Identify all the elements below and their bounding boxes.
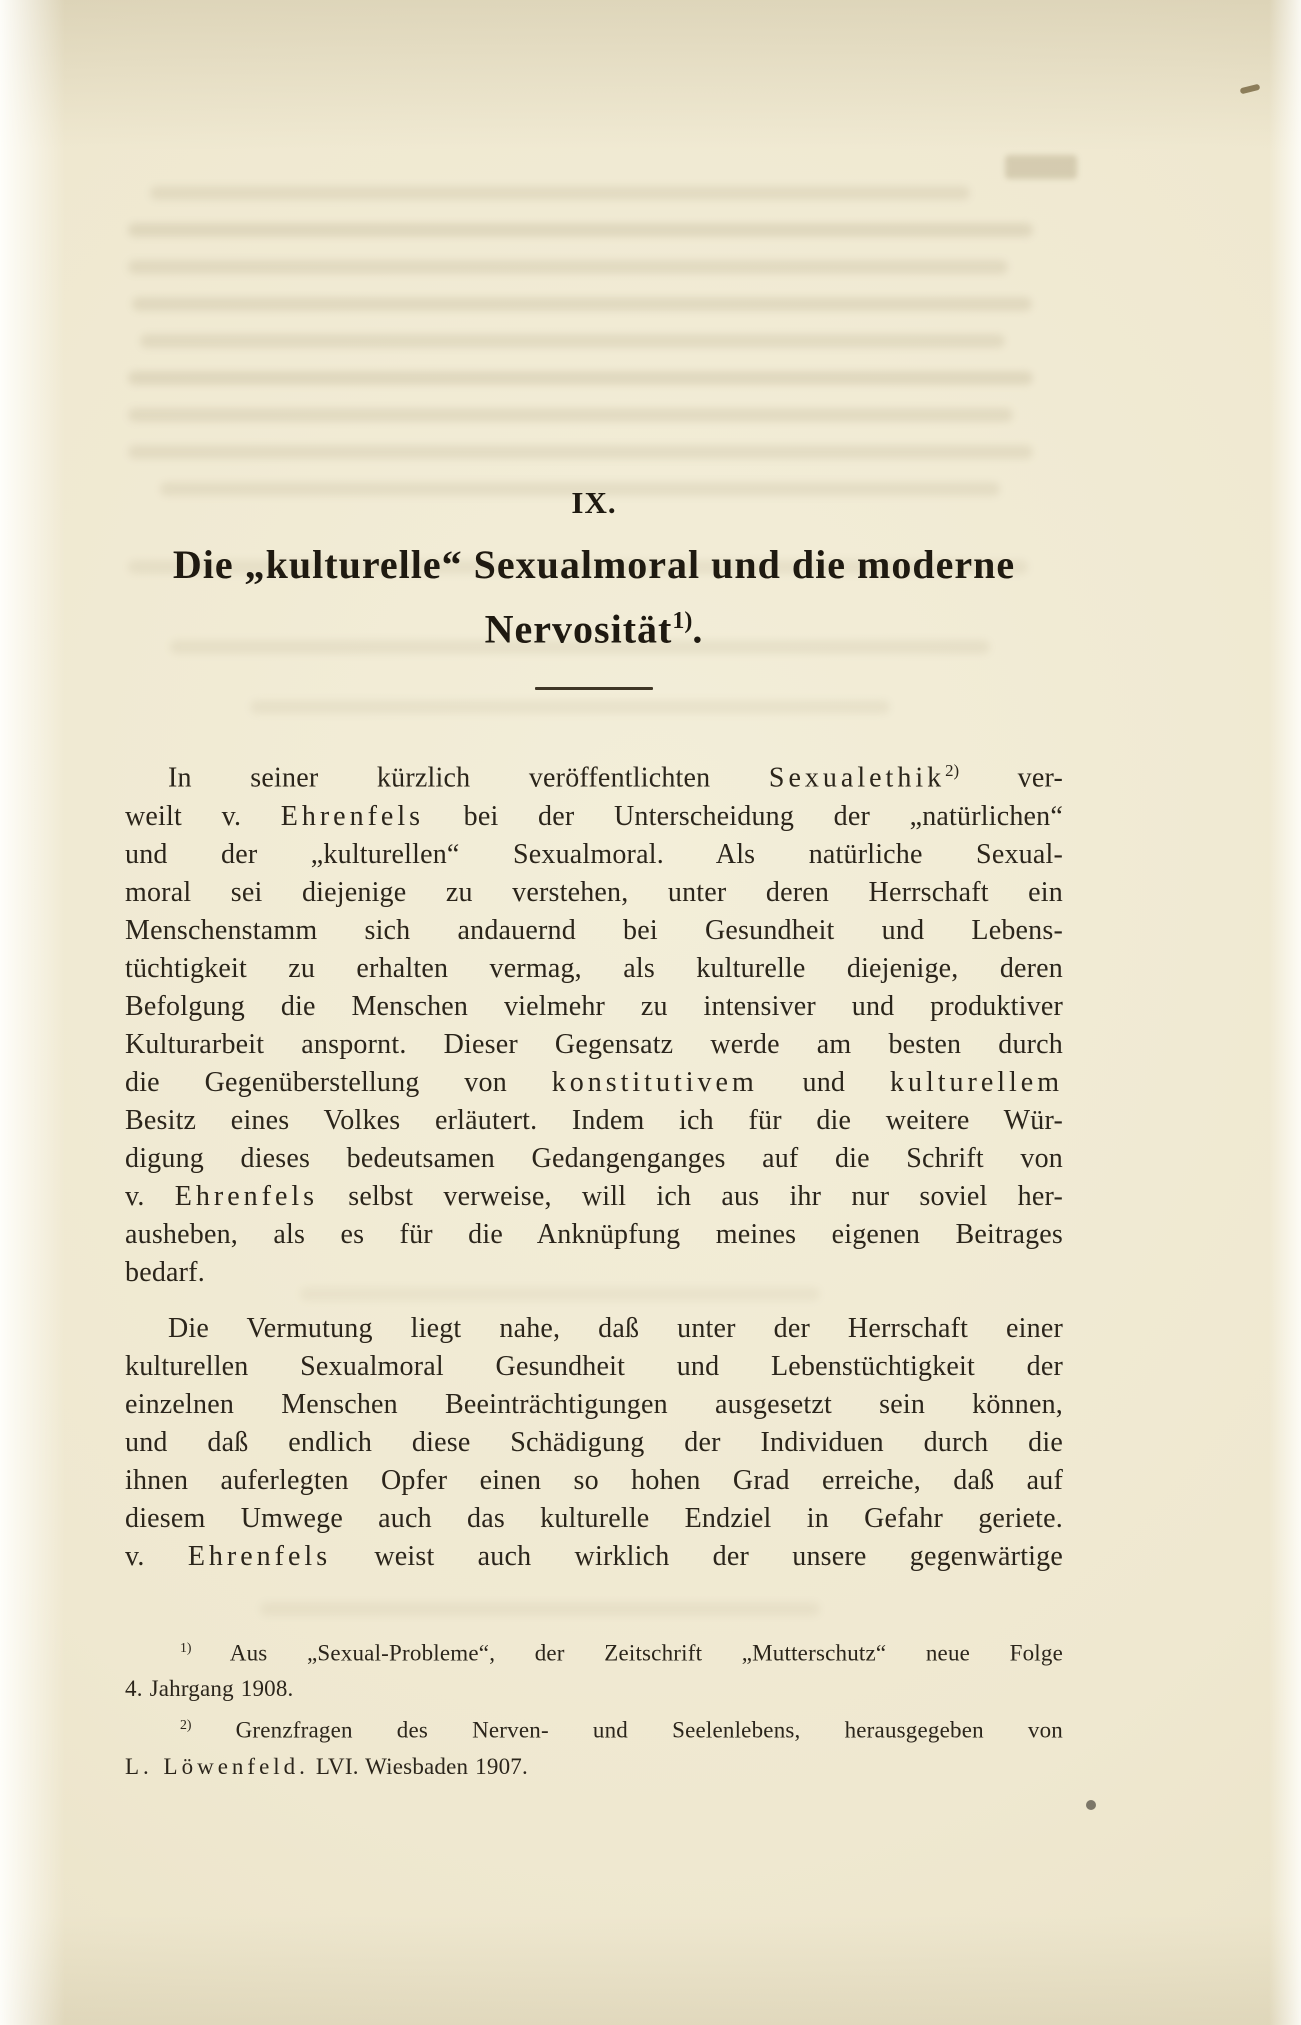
- bleed-through-line: [128, 371, 1033, 385]
- paragraph-1: [125, 752, 1063, 1291]
- spaced-emphasis-text: kulturellem: [889, 1066, 1064, 1098]
- title-divider: [535, 687, 653, 690]
- section-number: IX.: [571, 485, 617, 520]
- text-line: [125, 536, 1063, 593]
- spaced-emphasis-text: L. Löwenfeld.: [125, 1753, 309, 1779]
- spaced-emphasis-text: Sexualethik: [768, 762, 946, 794]
- text-segment: 4. Jahrgang 1908.: [125, 1676, 294, 1702]
- text-segment: die Gegenüberstellung von: [125, 1066, 552, 1098]
- text-segment: Nervosität: [484, 606, 673, 652]
- text-segment: .: [692, 606, 704, 652]
- bleed-through-line: [128, 445, 1033, 459]
- text-segment: v.: [125, 1540, 188, 1572]
- spaced-emphasis-text: Ehrenfels: [174, 1180, 319, 1212]
- chapter-title: [125, 536, 1063, 657]
- text-line: [125, 950, 1063, 988]
- text-segment: Menschenstamm sich andauernd bei Gesundheit und Lebens-: [125, 914, 1063, 946]
- text-segment: In seiner kürzlich veröffentlichten: [168, 762, 769, 794]
- text-segment: ihnen auferlegten Opfer einen so hohen Grad erreiche, daß auf: [125, 1464, 1063, 1496]
- text-segment: bei der Unterscheidung der „natürlichen“: [424, 800, 1063, 832]
- text-segment: Grenzfragen des Nerven- und Seelenlebens, herausgegeben von: [191, 1717, 1063, 1743]
- text-line: [125, 988, 1063, 1026]
- text-segment: digung dieses bedeutsamen Gedangenganges auf die Schrift von: [125, 1142, 1063, 1174]
- ink-speck: [1086, 1800, 1096, 1810]
- bleed-through-line: [132, 297, 1032, 311]
- text-line: [125, 1749, 1063, 1785]
- bleed-through-line: [150, 186, 970, 200]
- text-segment: und der „kulturellen“ Sexualmoral. Als natürliche Sexual-: [125, 838, 1063, 870]
- text-segment: kulturellen Sexualmoral Gesundheit und Lebenstüchtigkeit der: [125, 1350, 1063, 1382]
- text-segment: Kulturarbeit anspornt. Dieser Gegensatz werde am besten durch: [125, 1028, 1063, 1060]
- text-line: [125, 1630, 1063, 1672]
- spaced-emphasis-text: Ehrenfels: [280, 800, 425, 832]
- text-line: [125, 1462, 1063, 1500]
- text-line: [125, 836, 1063, 874]
- text-segment: diesem Umwege auch das kulturelle Endziel in Gefahr geriete.: [125, 1502, 1063, 1534]
- text-line: [125, 1140, 1063, 1178]
- text-line: [125, 912, 1063, 950]
- text-line: [125, 1538, 1063, 1576]
- text-segment: weist auch wirklich der unsere gegenwärtige: [331, 1540, 1063, 1572]
- paragraph-2: [125, 1310, 1063, 1576]
- page-content: [125, 486, 1063, 1785]
- text-segment: Die „kulturelle“ Sexualmoral und die moderne: [172, 542, 1016, 587]
- text-line: [125, 1064, 1063, 1102]
- text-line: [125, 1178, 1063, 1216]
- text-line: [125, 1216, 1063, 1254]
- text-line: [125, 1500, 1063, 1538]
- text-segment: Befolgung die Menschen vielmehr zu intensiver und produktiver: [125, 990, 1063, 1022]
- footnote-marker: 1): [672, 608, 693, 634]
- text-segment: selbst verweise, will ich aus ihr nur soviel her-: [318, 1180, 1063, 1212]
- text-segment: und: [757, 1066, 890, 1098]
- ink-speck: [1240, 84, 1261, 95]
- text-segment: und daß endlich diese Schädigung der Individuen durch die: [125, 1426, 1063, 1458]
- text-segment: Aus „Sexual-Probleme“, der Zeitschrift „Mutterschutz“ neue Folge: [191, 1640, 1063, 1666]
- bleed-through-line: [128, 223, 1033, 237]
- spaced-emphasis-text: konstitutivem: [551, 1066, 758, 1098]
- bleed-through-line: [128, 260, 1008, 274]
- text-line: [125, 1348, 1063, 1386]
- text-line: [125, 1671, 1063, 1707]
- spaced-emphasis-text: Ehrenfels: [187, 1540, 332, 1572]
- text-line: [125, 1386, 1063, 1424]
- text-segment: weilt v.: [125, 800, 281, 832]
- text-line: [125, 798, 1063, 836]
- text-segment: moral sei diejenige zu verstehen, unter deren Herrschaft ein: [125, 876, 1063, 908]
- text-line: [125, 1026, 1063, 1064]
- footnote-marker: 1): [180, 1639, 192, 1655]
- text-segment: ver-: [959, 762, 1063, 794]
- text-segment: Besitz eines Volkes erläutert. Indem ich für die weitere Wür-: [125, 1104, 1063, 1136]
- text-line: [125, 874, 1063, 912]
- text-line: [125, 752, 1063, 797]
- text-segment: Die Vermutung liegt nahe, daß unter der Herrschaft einer: [168, 1312, 1063, 1344]
- text-line: [125, 593, 1063, 657]
- text-line: [125, 1102, 1063, 1140]
- footnotes: [125, 1630, 1063, 1785]
- text-segment: LVI. Wiesbaden 1907.: [308, 1753, 528, 1779]
- bleed-through-line: [128, 408, 1013, 422]
- text-segment: einzelnen Menschen Beeinträchtigungen ausgesetzt sein können,: [125, 1388, 1063, 1420]
- text-segment: ausheben, als es für die Anknüpfung meines eigenen Beitrages: [125, 1218, 1063, 1250]
- text-segment: bedarf.: [125, 1256, 205, 1288]
- footnote-marker: 2): [180, 1717, 192, 1733]
- text-line: [125, 1254, 1063, 1292]
- footnote-marker: 2): [945, 761, 960, 781]
- text-segment: v.: [125, 1180, 175, 1212]
- text-line: [125, 1424, 1063, 1462]
- text-line: [125, 1707, 1063, 1749]
- faded-page-number: [1005, 155, 1077, 179]
- text-segment: tüchtigkeit zu erhalten vermag, als kulturelle diejenige, deren: [125, 952, 1063, 984]
- bleed-through-line: [140, 334, 1005, 348]
- text-line: [125, 1310, 1063, 1348]
